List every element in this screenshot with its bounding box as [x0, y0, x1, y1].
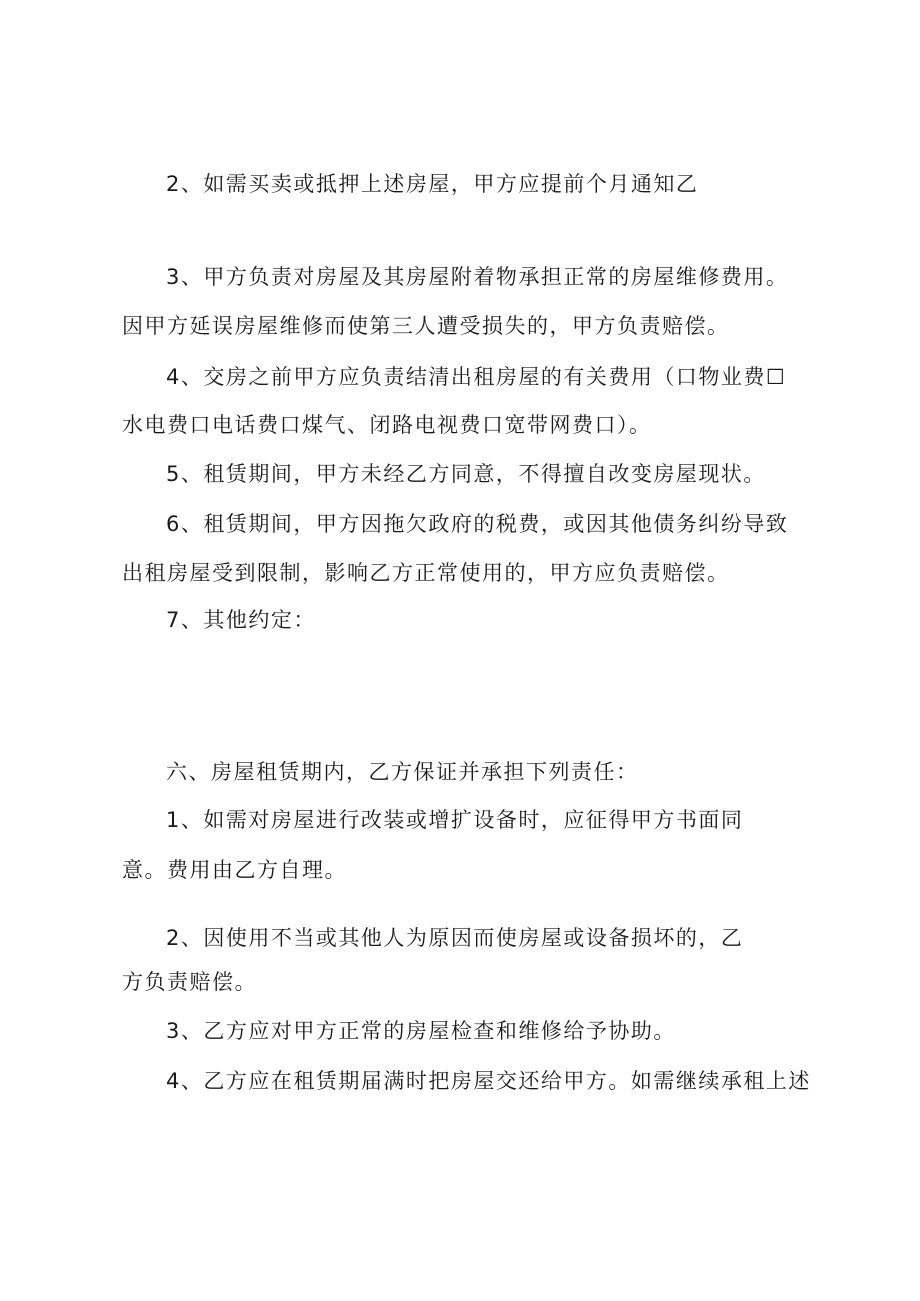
clause-a6-line1: 6、租赁期间，甲方因拖欠政府的税费，或因其他债务纠纷导致 [166, 512, 789, 536]
clause-a2: 2、如需买卖或抵押上述房屋，甲方应提前个月通知乙 [166, 172, 699, 196]
clause-a3-line1: 3、甲方负责对房屋及其房屋附着物承担正常的房屋维修费用。 [166, 265, 789, 289]
clause-a4-line1: 4、交房之前甲方应负责结清出租房屋的有关费用（口物业费☐ [166, 365, 787, 389]
clause-b1-line2: 意。费用由乙方自理。 [122, 858, 347, 882]
clause-a5: 5、租赁期间，甲方未经乙方同意，不得擅自改变房屋现状。 [166, 462, 766, 486]
clause-b1-line1: 1、如需对房屋进行改装或增扩设备时，应征得甲方书面同 [166, 808, 744, 832]
clause-b2-line1: 2、因使用不当或其他人为原因而使房屋或设备损坏的，乙 [166, 926, 744, 950]
clause-b4: 4、乙方应在租赁期届满时把房屋交还给甲方。如需继续承租上述 [166, 1069, 811, 1093]
clause-a6-line2: 出租房屋受到限制，影响乙方正常使用的，甲方应负责赔偿。 [122, 561, 730, 585]
clause-a3-line2: 因甲方延误房屋维修而使第三人遭受损失的，甲方负责赔偿。 [122, 314, 730, 338]
clause-b2-line2: 方负责赔偿。 [122, 970, 257, 994]
clause-b3: 3、乙方应对甲方正常的房屋检查和维修给予协助。 [166, 1019, 676, 1043]
section-six-heading: 六、房屋租赁期内，乙方保证并承担下列责任： [166, 760, 639, 784]
clause-a7: 7、其他约定： [166, 608, 316, 632]
clause-a4-line2: 水电费口电话费口煤气、闭路电视费口宽带网费口）。 [122, 413, 652, 437]
